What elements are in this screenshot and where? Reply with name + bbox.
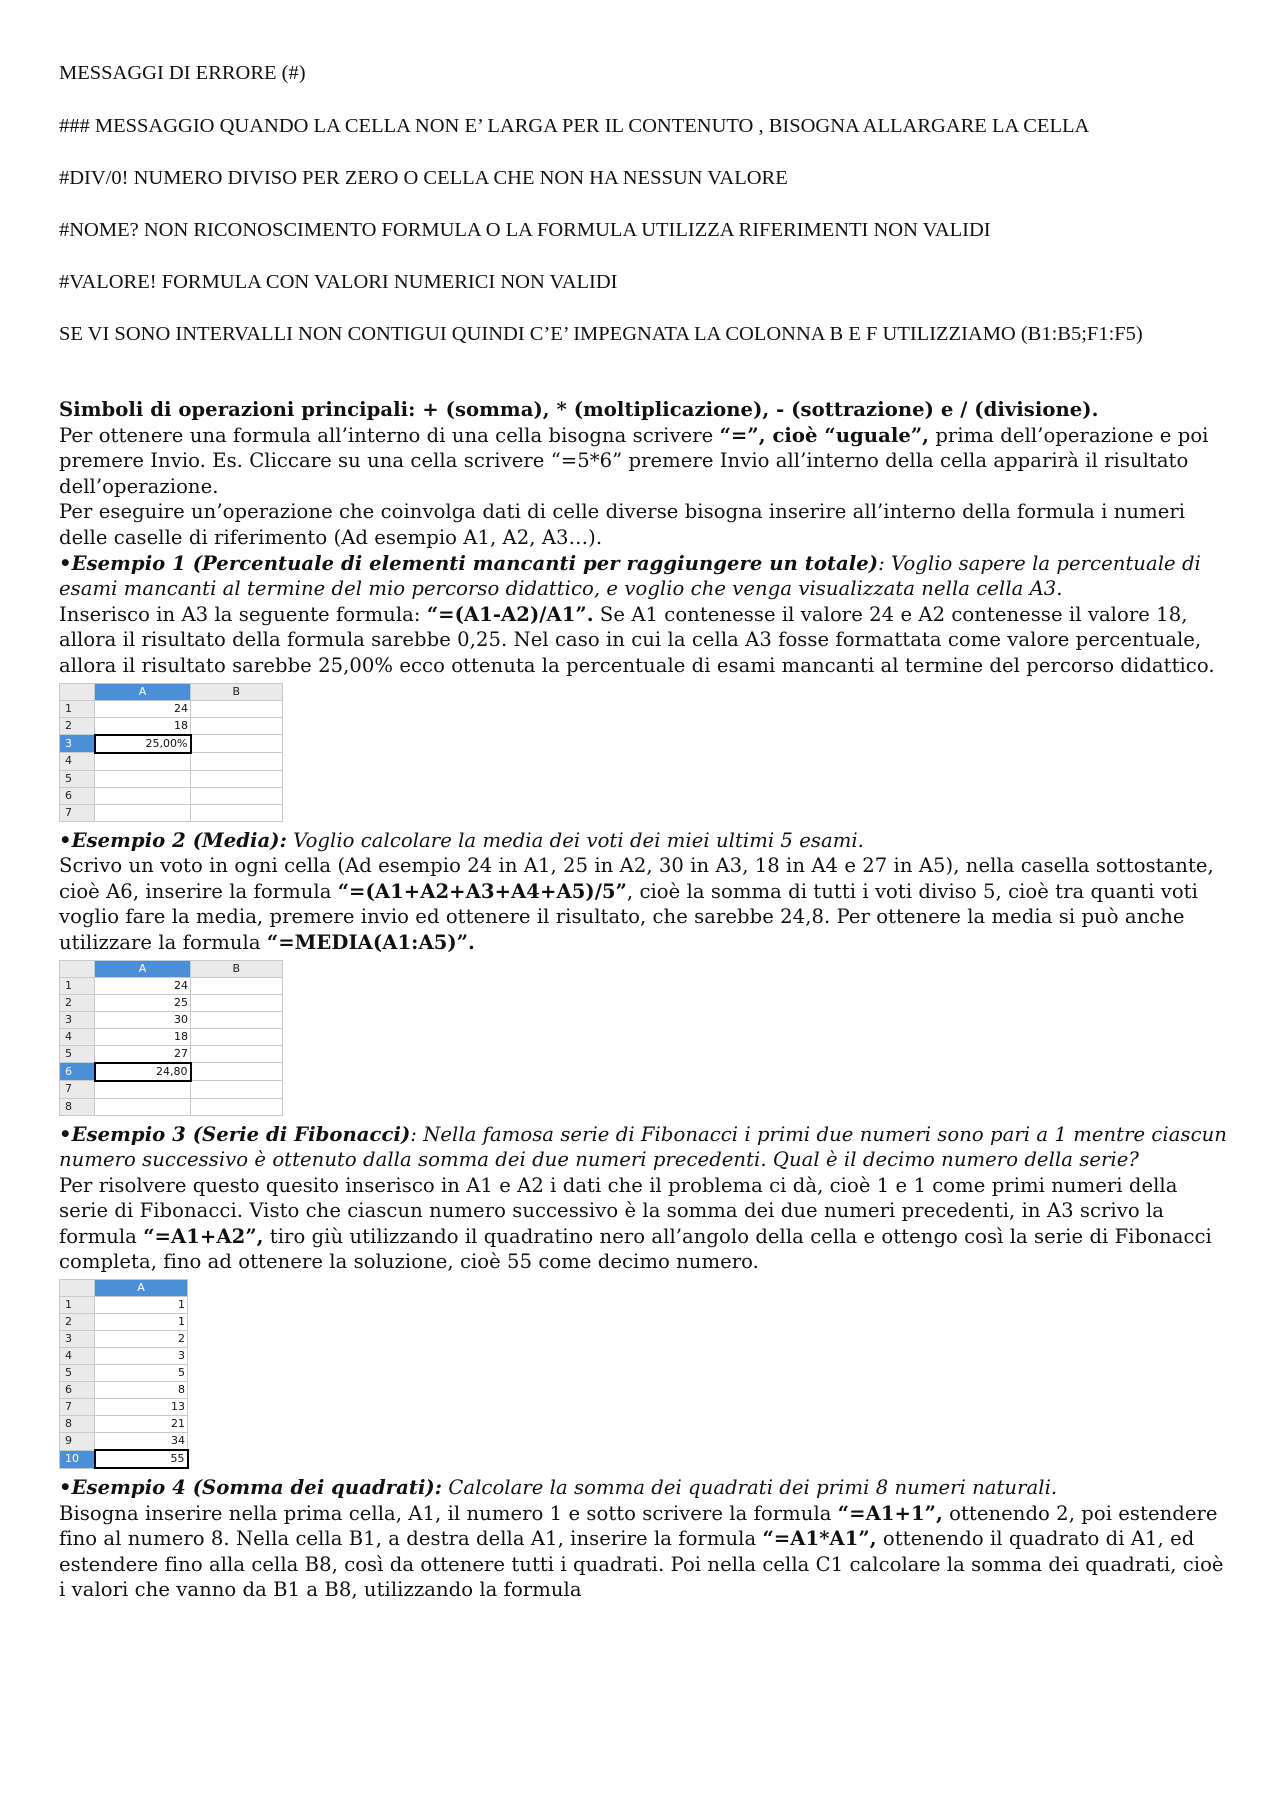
column-header-a: A [95, 683, 191, 700]
example-4-heading: •Esempio 4 (Somma dei quadrati): Calcolare la somma dei quadrati dei primi 8 numeri naturali. [59, 1476, 1058, 1500]
corner-cell [60, 960, 95, 977]
cell-a4 [95, 753, 191, 771]
cell-a6-active: 24,80 [95, 1063, 191, 1081]
corner-cell [60, 683, 95, 700]
example-1-heading: •Esempio 1 (Percentuale di elementi mancanti per raggiungere un totale): Voglio sapere la percentuale di esami mancanti al termine del mio percorso didattico, e voglio che venga visualizzata nella cella A3. [59, 551, 1201, 601]
row-header: 7 [60, 1399, 95, 1416]
intro-paragraph-1: Per ottenere una formula all’interno di una cella bisogna scrivere “=”, cioè “uguale”, prima dell’operazione e poi premere Invio. Es. Cliccare su una cella scrivere “=5*6” premere Invio all’interno della cella apparirà il risultato dell’operazione. [59, 423, 1209, 498]
row-header: 4 [60, 753, 95, 771]
row-header: 10 [60, 1450, 95, 1468]
row-header: 1 [60, 700, 95, 717]
cell-a3-active: 25,00% [95, 735, 191, 753]
spreadsheet-example-3 [59, 1279, 189, 1469]
row-header: 5 [60, 1365, 95, 1382]
row-header: 7 [60, 804, 95, 821]
cell-a5 [95, 770, 191, 787]
row-header: 5 [60, 770, 95, 787]
cell-b1 [191, 977, 283, 994]
cell-b2 [191, 994, 283, 1011]
row-header: 4 [60, 1348, 95, 1365]
cell-b4 [191, 753, 283, 771]
example-2-formula-2: “=MEDIA(A1:A5)”. [266, 930, 475, 954]
row-header: 2 [60, 717, 95, 735]
column-header-b: B [191, 683, 283, 700]
error-line-4: #VALORE! FORMULA CON VALORI NUMERICI NON VALIDI [59, 271, 618, 293]
row-header: 7 [60, 1081, 95, 1099]
cell-a3: 30 [95, 1011, 191, 1028]
column-header-a: A [95, 1280, 188, 1297]
error-line-5: SE VI SONO INTERVALLI NON CONTIGUI QUINDI C’E’ IMPEGNATA LA COLONNA B E F UTILIZZIAMO (B1:B5;F1:F5) [59, 323, 1143, 345]
row-header: 1 [60, 977, 95, 994]
cell-a1: 24 [95, 700, 191, 717]
document-page [59, 58, 1229, 1603]
row-header: 3 [60, 1011, 95, 1028]
symbols-heading: Simboli di operazioni principali: + (somma), * (moltiplicazione), - (sottrazione) e / (divisione). [59, 398, 1099, 421]
cell-b8 [191, 1098, 283, 1115]
cell-a3: 2 [95, 1331, 188, 1348]
row-header: 6 [60, 787, 95, 804]
cell-a8: 21 [95, 1416, 188, 1433]
error-line-2: #DIV/0! NUMERO DIVISO PER ZERO O CELLA CHE NON HA NESSUN VALORE [59, 167, 788, 189]
cell-b2 [191, 717, 283, 735]
error-line-1: ### MESSAGGIO QUANDO LA CELLA NON E’ LARGA PER IL CONTENUTO , BISOGNA ALLARGARE LA CELLA [59, 115, 1090, 137]
row-header: 8 [60, 1416, 95, 1433]
cell-a7: 13 [95, 1399, 188, 1416]
row-header: 4 [60, 1028, 95, 1045]
row-header: 9 [60, 1433, 95, 1451]
example-3-heading: •Esempio 3 (Serie di Fibonacci): Nella famosa serie di Fibonacci i primi due numeri sono pari a 1 mentre ciascun numero successivo è ottenuto dalla somma dei due numeri precedenti. Qual è il decimo numero della serie? [59, 1122, 1227, 1172]
cell-a6 [95, 787, 191, 804]
cell-a7 [95, 1081, 191, 1099]
example-3-formula: “=A1+A2”, [143, 1224, 264, 1248]
intro-paragraph-2: Per eseguire un’operazione che coinvolga dati di celle diverse bisogna inserire all’interno della formula i numeri delle caselle di riferimento (Ad esempio A1, A2, A3…). [59, 500, 1186, 549]
errors-title: MESSAGGI DI ERRORE (#) [59, 62, 306, 84]
row-header: 2 [60, 994, 95, 1011]
example-2-formula-1: “=(A1+A2+A3+A4+A5)/5” [337, 879, 627, 903]
row-header: 8 [60, 1098, 95, 1115]
corner-cell [60, 1280, 95, 1297]
example-3-body: Per risolvere questo quesito inserisco in A1 e A2 i dati che il problema ci dà, cioè 1 e 1 come primi numeri della serie di Fibonacci. Visto che ciascun numero successivo è la somma dei due numeri precedenti, in A3 scrivo la formula “=A1+A2”, tiro giù utilizzando il quadratino nero all’angolo della cella e ottengo così la serie di Fibonacci completa, fino ad ottenere la soluzione, cioè 55 come decimo numero. [59, 1173, 1212, 1274]
row-header: 3 [60, 1331, 95, 1348]
spreadsheet-example-2 [59, 960, 283, 1116]
row-header: 1 [60, 1297, 95, 1314]
cell-a2: 25 [95, 994, 191, 1011]
cell-a5: 27 [95, 1045, 191, 1063]
cell-a7 [95, 804, 191, 821]
cell-a6: 8 [95, 1382, 188, 1399]
column-header-b: B [191, 960, 283, 977]
cell-a10-active: 55 [95, 1450, 188, 1468]
cell-b5 [191, 770, 283, 787]
cell-b6 [191, 787, 283, 804]
row-header: 3 [60, 735, 95, 753]
row-header: 6 [60, 1063, 95, 1081]
cell-b3 [191, 735, 283, 753]
cell-b5 [191, 1045, 283, 1063]
column-header-a: A [95, 960, 191, 977]
cell-a2: 18 [95, 717, 191, 735]
cell-b1 [191, 700, 283, 717]
example-4-body: Bisogna inserire nella prima cella, A1, il numero 1 e sotto scrivere la formula “=A1+1”, ottenendo 2, poi estendere fino al numero 8. Nella cella B1, a destra della A1, inserire la formula “=A1*A1”, ottenendo il quadrato di A1, ed estendere fino alla cella B8, così da ottenere tutti i quadrati. Poi nella cella C1 calcolare la somma dei quadrati, cioè i valori che vanno da B1 a B8, utilizzando la formula [59, 1501, 1224, 1602]
spreadsheet-example-1 [59, 683, 283, 822]
example-2-body: Scrivo un voto in ogni cella (Ad esempio 24 in A1, 25 in A2, 30 in A3, 18 in A4 e 27 in A5), nella casella sottostante, cioè A6, inserire la formula “=(A1+A2+A3+A4+A5)/5”, cioè la somma di tutti i voti diviso 5, cioè tra quanti voti voglio fare la media, premere invio ed ottenere il risultato, che sarebbe 24,8. Per ottenere la media si può anche utilizzare la formula “=MEDIA(A1:A5)”. [59, 854, 1214, 954]
cell-a1: 24 [95, 977, 191, 994]
cell-a9: 34 [95, 1433, 188, 1451]
cell-a5: 5 [95, 1365, 188, 1382]
cell-b4 [191, 1028, 283, 1045]
cell-b7 [191, 804, 283, 821]
cell-b3 [191, 1011, 283, 1028]
cell-a4: 3 [95, 1348, 188, 1365]
example-1-body: Inserisco in A3 la seguente formula: “=(A1-A2)/A1”. Se A1 contenesse il valore 24 e A2 contenesse il valore 18, allora il risultato della formula sarebbe 0,25. Nel caso in cui la cella A3 fosse formattata come valore percentuale, allora il risultato sarebbe 25,00% ecco ottenuta la percentuale di esami mancanti al termine del percorso didattico. [59, 602, 1215, 677]
error-line-3: #NOME? NON RICONOSCIMENTO FORMULA O LA FORMULA UTILIZZA RIFERIMENTI NON VALIDI [59, 219, 991, 241]
example-4-formula-2: “=A1*A1”, [762, 1527, 877, 1551]
cell-a8 [95, 1098, 191, 1115]
example-4-formula-1: “=A1+1”, [837, 1501, 943, 1525]
cell-b6 [191, 1063, 283, 1081]
example-2-heading: •Esempio 2 (Media): Voglio calcolare la media dei voti dei miei ultimi 5 esami. [59, 828, 864, 852]
example-1-formula: “=(A1-A2)/A1”. [426, 602, 594, 626]
equals-symbol: “=”, cioè “uguale”, [719, 423, 930, 447]
cell-a1: 1 [95, 1297, 188, 1314]
row-header: 5 [60, 1045, 95, 1063]
cell-a2: 1 [95, 1314, 188, 1331]
cell-b7 [191, 1081, 283, 1099]
cell-a4: 18 [95, 1028, 191, 1045]
row-header: 2 [60, 1314, 95, 1331]
row-header: 6 [60, 1382, 95, 1399]
